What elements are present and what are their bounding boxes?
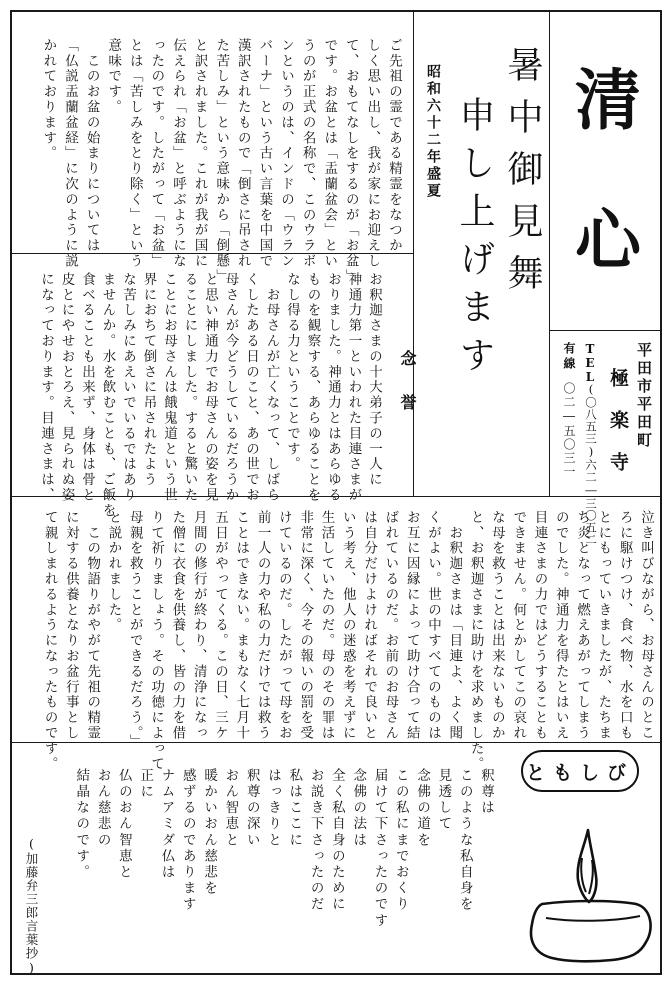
masthead-title-top: 清	[575, 61, 641, 139]
story-text-column: とにもっていきましたが、たちま	[595, 510, 612, 741]
story-text-column: ものを観察する、あらゆることを	[304, 272, 321, 503]
tomoshibi-text-column: お説き下さったのだ	[307, 768, 324, 913]
story-text-column: 神通力第一といわれた目連さまが	[345, 272, 362, 503]
tomoshibi-text-column: 結晶なのです。	[73, 768, 90, 881]
obon-text-column: 意味です。	[105, 38, 122, 115]
greeting-line-1: 暑中御見舞	[502, 46, 543, 306]
story-text-column: 非常に深く、今その報いの罰を受	[297, 510, 314, 741]
story-text-column: て親しまれるようになったものです。	[41, 510, 58, 772]
story-text-column: のでした。神通力を得たとはいえ	[552, 510, 569, 741]
greeting-date: 昭和六十二年盛夏	[425, 64, 441, 200]
obon-text-column: た苦しみ」という意味から「倒懸」	[213, 38, 230, 285]
tomoshibi-text-column: 念佛の道を	[414, 768, 431, 849]
masthead-wire-label: 有線	[562, 342, 576, 372]
story-text-column: な苦しみにあえいでいるではあり	[120, 272, 136, 503]
story-text-column: ばれているのだ。お前のお母さん	[382, 510, 399, 741]
tomoshibi-text-column: この私にまでおくり	[392, 768, 409, 913]
story-text-column: 皮とにやせおとろえ、見られぬ姿	[58, 272, 75, 503]
obon-text-column: かれております。	[40, 38, 57, 162]
tomoshibi-text-column: 仏のおん智恵と	[115, 768, 132, 881]
obon-text-column: ご先祖の霊である精霊をなつか	[386, 38, 402, 254]
story-text-column: ませんか。水を飲むことも、ご飯を	[99, 272, 116, 519]
obon-text-column: とは「苦しみをとり除く」という	[126, 38, 143, 269]
story-text-column: お母さんが亡くなって、しばら	[263, 272, 280, 503]
story-text-column: くがよい。世の中すべてのものは	[425, 510, 441, 741]
tomoshibi-text-column: 正に	[137, 768, 154, 801]
masthead-temple-name: 極 楽 寺	[607, 368, 629, 473]
story-text-column: は自分だけよければそれで良いと	[361, 510, 378, 741]
story-text-column: お釈迦さまは「目連よ、よく聞	[446, 510, 463, 741]
obon-text-column: と訳されました。これが我が国に	[191, 38, 208, 269]
story-author: 念 誉	[398, 350, 417, 416]
story-text-column: ち炎となって燃えあがってしまう	[574, 510, 591, 741]
tomoshibi-text-column: 暖かいおん慈悲を	[201, 768, 218, 897]
story-text-column: と説かれました。	[105, 510, 122, 634]
story-text-column: と思い神通力でお母さんの姿を見	[202, 272, 218, 503]
obon-text-column: うのが正式の名称で、このウラボ	[299, 38, 316, 269]
obon-text-column: ンというのは、インドの「ウラン	[278, 38, 294, 269]
tomoshibi-text-column: おん慈悲の	[94, 768, 111, 849]
greeting-line-2: 申し上げます	[454, 96, 495, 384]
story-text-column: ることにしました。すると驚いた	[181, 272, 198, 503]
tomoshibi-text-column: 感ずるのであります	[179, 768, 196, 913]
story-text-column: りて祈りましょう。その功徳によって	[148, 510, 165, 772]
story-text-column: 母さんが今どうしているだろうか	[222, 272, 239, 503]
masthead-address: 平田市平田町	[635, 342, 653, 450]
story-text-column: 界におちて倒さに吊されたよう	[140, 272, 157, 488]
story-text-column: お互に因縁によって助け合って結	[403, 510, 420, 741]
story-text-column: 食べることも出来ず、身体は骨と	[79, 272, 95, 503]
story-text-column: な母を救うことは出来ないものか	[488, 510, 505, 741]
story-text-column: 泣き叫びながら、お母さんのとこ	[638, 510, 654, 741]
story-text-column: この物語りがやがて先祖の精霊	[84, 510, 101, 741]
tomoshibi-text-column: このような私自身を	[456, 768, 473, 913]
story-text-column: お釈迦さまの十大弟子の一人に	[366, 272, 382, 488]
obon-text-column: ったのです。したがって「お盆」	[148, 38, 165, 269]
story-text-column: 前一人の力や私の力だけでは救う	[254, 510, 271, 741]
story-text-column: 生活していたのだ。母のその罪は	[318, 510, 335, 741]
obon-text-column: しく思い出し、我が家にお迎えし	[364, 38, 381, 269]
story-text-column: ろに駆けつけ、食べ物、水を口も	[616, 510, 633, 741]
obon-text-column: 「仏説盂蘭盆経」に次のように説	[62, 38, 78, 269]
tomoshibi-text-column: 念佛の法は	[350, 768, 367, 849]
obon-text-column: 漢訳されたもので「倒さに吊され	[234, 38, 251, 269]
obon-text-column: です。お盆とは「盂蘭盆会」とい	[321, 38, 338, 269]
tomoshibi-heading: ともしび	[525, 761, 634, 784]
story-text-column: いう考え、他人の迷惑を考えずに	[339, 510, 356, 741]
tomoshibi-text-column: ナムアミダ仏は	[158, 768, 175, 881]
obon-text-column: て、おもてなしをするのが「お盆」	[342, 38, 359, 285]
story-text-column: になっております。目連さまは、	[38, 272, 54, 503]
story-text-column: ことにお母さんは餓鬼道という世	[161, 272, 177, 503]
story-text-column: けているのだ。したがって母をお	[275, 510, 292, 741]
obon-text-column: バーナ」という古い言葉を中国で	[256, 38, 273, 269]
story-text-column: と、お釈迦さまに助けを求めました。	[467, 510, 484, 772]
story-text-column: できません。何とかしてこの哀れ	[510, 510, 527, 741]
tomoshibi-text-column: 全く私自身のために	[328, 768, 345, 913]
tomoshibi-text-column: おん智恵と	[222, 768, 239, 849]
tomoshibi-text-column: 釈尊の深い	[243, 768, 260, 849]
masthead-tel-number: (〇八五三)六二―三〇五二	[584, 382, 598, 546]
masthead-title-bottom: 心	[575, 201, 641, 279]
obon-text-column: このお盆の始まりについては	[83, 38, 100, 254]
story-text-column: 目連さまの力ではどうすることも	[531, 510, 548, 741]
story-text-column: なし得る力ということです。	[284, 272, 300, 473]
story-text-column: くしたある日のこと、あの世でお	[243, 272, 259, 503]
tomoshibi-text-column: 見透して	[435, 768, 452, 833]
masthead-wire-number: 〇二―五〇三一	[562, 382, 576, 479]
obon-text-column: 伝えられ「お盆」と呼ぶようにな	[170, 38, 186, 269]
story-text-column: 五日がやってくる。この日、三ケ	[212, 510, 228, 741]
tomoshibi-text-column: 私はここに	[286, 768, 303, 849]
tomoshibi-text-column: 届けて下さったのです	[371, 768, 388, 929]
story-text-column: に対する供養となりお盆行事とし	[62, 510, 79, 741]
story-text-column: 母親を救うことができるだろう。」	[126, 510, 143, 750]
tomoshibi-text-column: はっきりと	[265, 768, 281, 849]
tomoshibi-credit: (加藤弁三郎言葉抄)	[24, 836, 39, 976]
story-text-column: 月間の修行が終わり、清浄になっ	[190, 510, 207, 741]
tomoshibi-text-column: 釈尊は	[478, 768, 494, 817]
story-text-column: た僧に衣食を供養し、皆の力を借	[169, 510, 186, 741]
story-text-column: ことはできない。まもなく七月十	[233, 510, 250, 741]
story-text-column: おりました。神通力とはあらゆる	[325, 272, 341, 503]
masthead-tel-label: TEL	[583, 342, 597, 384]
